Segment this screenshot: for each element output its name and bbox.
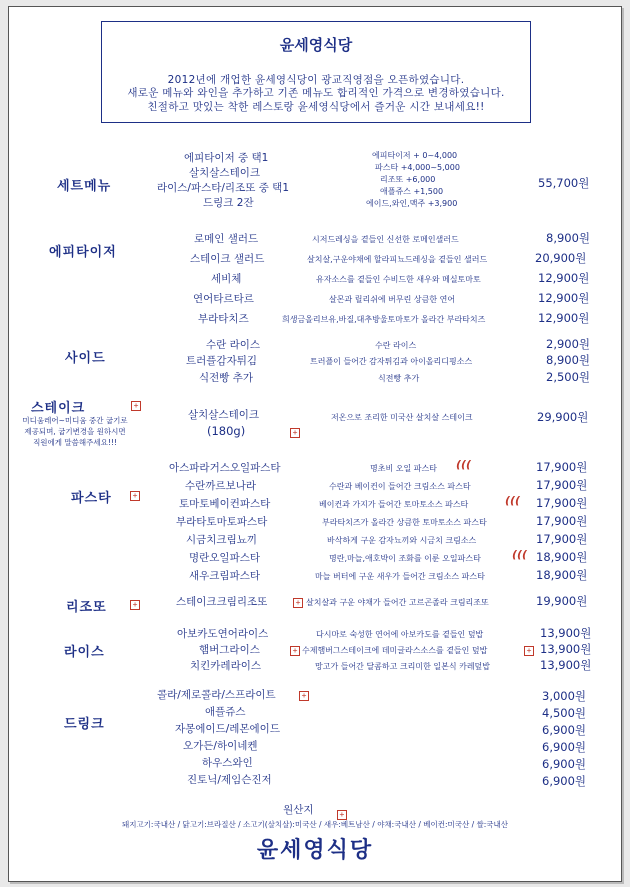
category-pasta: 파스타: [71, 491, 112, 506]
menu-item-price: 19,900원: [536, 594, 588, 608]
menu-item-price: 17,900원: [536, 496, 588, 510]
menu-item-desc: 트러플이 들어간 감자튀김과 아이올리디핑소스: [310, 357, 473, 366]
menu-item-price: 8,900원: [546, 231, 591, 245]
intro-line: 새로운 메뉴와 와인을 추가하고 기존 메뉴도 합리적인 가격으로 변경하였습니다.: [127, 87, 505, 99]
menu-item-name: 식전빵 추가: [199, 372, 254, 384]
restaurant-title: 윤세영식당: [279, 36, 353, 54]
menu-item-name: 살치살스테이크: [188, 409, 260, 421]
menu-item-name: 오가든/하이네켄: [183, 740, 258, 752]
menu-item-price: 6,900원: [542, 757, 587, 771]
menu-item-price: 17,900원: [536, 532, 588, 546]
chili-icon: (((: [512, 548, 528, 561]
menu-item-desc: 저온으로 조리한 미국산 살치살 스테이크: [331, 413, 473, 422]
menu-item-name: 수란 라이스: [206, 339, 261, 351]
set-option: 애플쥬스 +1,500: [380, 187, 444, 196]
menu-item-desc: 살몬과 릴리쉬에 버무린 상큼한 연어: [329, 295, 456, 304]
category-appetizer: 에피타이저: [49, 245, 117, 260]
category-steak: 스테이크: [31, 401, 86, 416]
menu-item-price: 2,500원: [546, 370, 591, 384]
menu-item-desc: 식전빵 추가: [378, 374, 420, 383]
menu-item-desc: 수란과 베이컨이 들어간 크림소스 파스타: [329, 482, 471, 491]
menu-item-price: 13,900원: [540, 642, 592, 656]
menu-item-price: 18,900원: [536, 550, 588, 564]
menu-item-desc: 살치살,구운야채에 할라피뇨드레싱을 곁들인 샐러드: [307, 255, 488, 264]
set-item: 라이스/파스타/리조또 중 택1: [157, 182, 290, 194]
set-option: 파스타 +4,000~5,000: [375, 163, 460, 172]
menu-page: [8, 6, 622, 882]
plus-icon: +: [293, 598, 303, 608]
category-set-menu: 세트메뉴: [57, 179, 112, 194]
menu-item-name: 스테이크 샐러드: [190, 253, 265, 265]
menu-item-name: 부라타토마토파스타: [176, 516, 268, 528]
menu-item-name: 부라타치즈: [198, 313, 249, 325]
menu-item-name: 세비체: [211, 273, 242, 285]
menu-item-price: 13,900원: [540, 658, 592, 672]
menu-item-name: 햄버그라이스: [199, 644, 260, 656]
menu-item-name: 시금치크림뇨끼: [186, 534, 258, 546]
plus-icon: +: [299, 691, 309, 701]
set-option: 에피타이저 + 0~4,000: [372, 151, 458, 160]
menu-item-desc: 희생금올리브유,바질,대추방울토마토가 올라간 부라타치즈: [282, 315, 486, 324]
menu-item-name: 스테이크크림리조또: [176, 596, 268, 608]
menu-item-name: 치킨카레라이스: [190, 660, 262, 672]
menu-item-price: 29,900원: [537, 410, 589, 424]
set-item: 에피타이저 중 택1: [184, 152, 269, 164]
menu-item-price: 17,900원: [536, 460, 588, 474]
menu-item-price: 12,900원: [538, 271, 590, 285]
menu-item-weight: (180g): [207, 424, 246, 438]
category-side: 사이드: [65, 351, 106, 366]
menu-item-desc: 바삭하게 구운 감자뇨끼와 시금치 크림소스: [327, 536, 477, 545]
menu-item-desc: 다시마로 숙성한 연어에 아보카도를 곁들인 덮밥: [316, 630, 484, 639]
steak-note: [11, 415, 139, 448]
menu-item-name: 하우스와인: [202, 757, 253, 769]
chili-icon: (((: [505, 494, 521, 507]
menu-item-name: 진토닉/제임슨진저: [187, 774, 272, 786]
set-option: 에이드,와인,맥주 +3,900: [366, 199, 458, 208]
plus-icon: +: [130, 491, 140, 501]
intro-line: 2012년에 개업한 윤세영식당이 광교직영점을 오픈하였습니다.: [167, 74, 465, 86]
menu-item-desc: 명란,마늘,애호박이 조화를 이룬 오일파스타: [329, 554, 481, 563]
menu-item-name: 새우크림파스타: [189, 570, 261, 582]
plus-icon: +: [290, 646, 300, 656]
steak-note-line: 직원에게 말씀해주세요!!!: [33, 438, 117, 447]
menu-item-desc: 부라타치즈가 올라간 상큼한 토마토소스 파스타: [322, 518, 487, 527]
menu-item-name: 아스파라거스오일파스타: [169, 462, 281, 474]
menu-item-name: 애플쥬스: [205, 706, 246, 718]
steak-note-line: 제공되며, 굽기변경을 원하시면: [24, 427, 126, 436]
menu-item-price: 6,900원: [542, 723, 587, 737]
header-box: [101, 21, 531, 123]
category-risotto: 리조또: [66, 600, 107, 615]
origin-title: [9, 802, 621, 820]
set-option: 리조또 +6,000: [380, 175, 436, 184]
menu-item-name: 자몽에이드/레몬에이드: [175, 723, 280, 735]
menu-item-price: 8,900원: [546, 353, 591, 367]
menu-item-price: 6,900원: [542, 774, 587, 788]
menu-item-desc: 살치살과 구운 야채가 들어간 고르곤졸라 크림리조또: [306, 598, 489, 607]
menu-item-name: 연어타르타르: [193, 293, 254, 305]
plus-icon: +: [130, 600, 140, 610]
menu-item-price: 3,000원: [542, 689, 587, 703]
menu-item-desc: 시저드레싱을 곁들인 신선한 로메인샐러드: [312, 235, 459, 244]
menu-item-desc: 수란 라이스: [375, 341, 417, 350]
steak-note-line: 미디움레어~미디움 중간 굽기로: [22, 416, 128, 425]
plus-icon: +: [524, 646, 534, 656]
set-item: 살치살스테이크: [189, 167, 261, 179]
plus-icon: +: [337, 810, 347, 820]
footer-logo: 윤세영식당: [256, 838, 374, 863]
menu-item-price: 13,900원: [540, 626, 592, 640]
menu-item-name: 콜라/제로콜라/스프라이트: [157, 689, 276, 701]
origin-title-text: 원산지: [283, 804, 314, 816]
menu-item-price: 12,900원: [538, 311, 590, 325]
category-drink: 드링크: [64, 717, 105, 732]
menu-item-name: 토마토베이컨파스타: [179, 498, 271, 510]
menu-item-price: 12,900원: [538, 291, 590, 305]
menu-item-name: 수란까르보나라: [185, 480, 257, 492]
menu-item-desc: 명초비 오일 파스타: [370, 464, 437, 473]
menu-item-desc: 베이컨과 가지가 들어간 토마토소스 파스타: [319, 500, 469, 509]
menu-item-price: 18,900원: [536, 568, 588, 582]
category-rice: 라이스: [64, 645, 105, 660]
intro-line: 친절하고 맛있는 착한 레스토랑 윤세영식당에서 즐거운 시간 보내세요!!: [147, 101, 485, 113]
menu-item-desc: 유자소스를 곁들인 수비드한 새우와 메실토마토: [316, 275, 481, 284]
chili-icon: (((: [456, 458, 472, 471]
set-item: 드링크 2잔: [203, 197, 254, 209]
menu-item-price: 17,900원: [536, 514, 588, 528]
menu-item-name: 로메인 샐러드: [194, 233, 259, 245]
plus-icon: +: [290, 428, 300, 438]
menu-item-desc: 마늘 버터에 구운 새우가 들어간 크림소스 파스타: [315, 572, 485, 581]
menu-item-name: 아보카도연어라이스: [177, 628, 269, 640]
menu-item-price: 2,900원: [546, 337, 591, 351]
menu-item-name: 명란오일파스타: [189, 552, 261, 564]
set-price: 55,700원: [538, 176, 590, 190]
plus-icon: +: [131, 401, 141, 411]
menu-item-desc: 수제햄버그스테이크에 데미글라스소스를 곁들인 덮밥: [302, 646, 488, 655]
menu-item-price: 6,900원: [542, 740, 587, 754]
origin-line: 돼지고기:국내산 / 닭고기:브라질산 / 소고기(살치살):미국산 / 새우:베트남산 / 야채:국내산 / 베이컨:미국산 / 쌀:국내산: [121, 820, 509, 829]
menu-item-price: 17,900원: [536, 478, 588, 492]
menu-item-price: 20,900원: [535, 251, 587, 265]
menu-item-name: 트러플감자튀김: [186, 355, 258, 367]
menu-item-price: 4,500원: [542, 706, 587, 720]
menu-item-desc: 망고가 들어간 달콤하고 크리미한 일본식 카레덮밥: [315, 662, 491, 671]
